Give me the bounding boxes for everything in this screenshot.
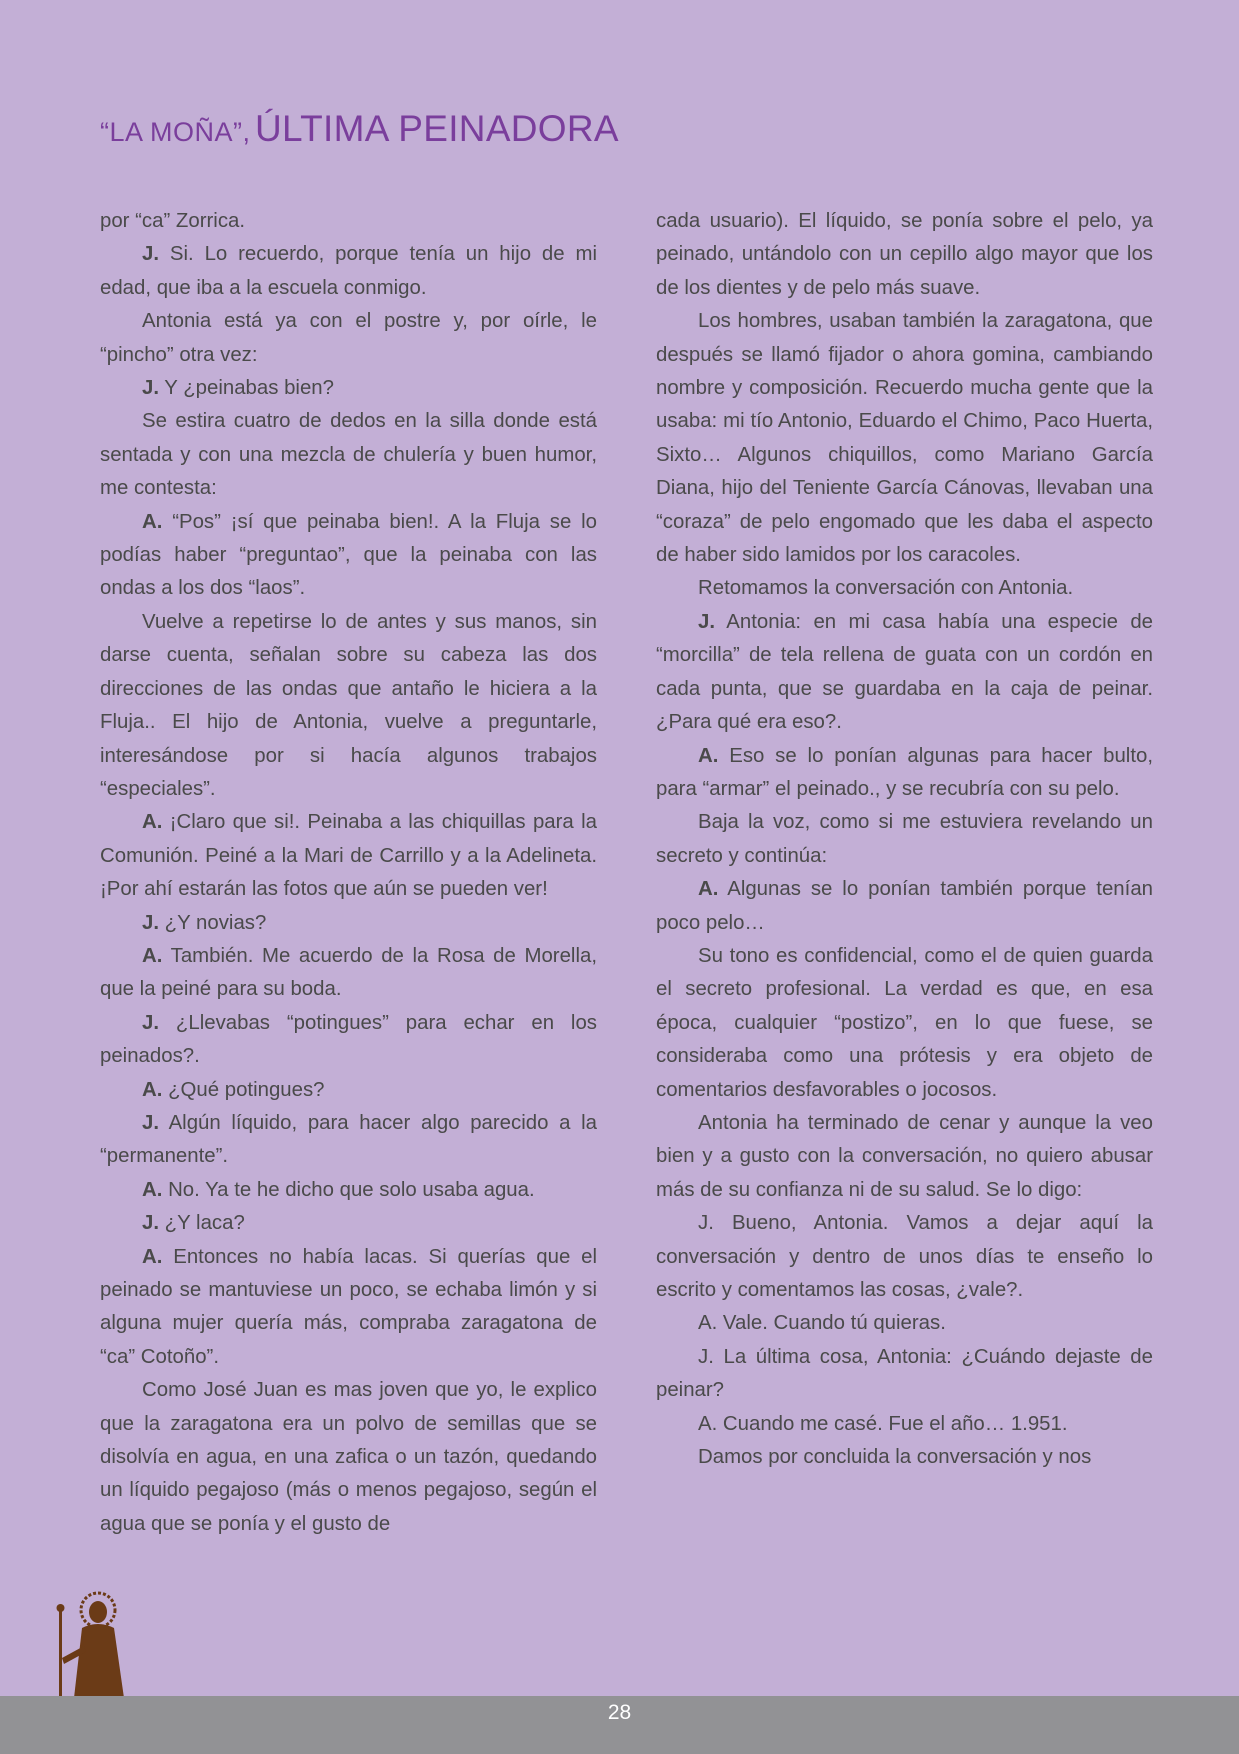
speaker-label: A. <box>142 811 163 834</box>
paragraph-text: Como José Juan es mas joven que yo, le explico que la zaragatona era un polvo de semillas que se disolvía en agua, en una zafica o un tazón, quedando un líquido pegajoso (más o menos pegajoso, según el agua que se ponía y el gusto de <box>100 1379 597 1535</box>
paragraph <box>656 806 1153 873</box>
paragraph <box>656 873 1153 940</box>
paragraph-text: También. Me acuerdo de la Rosa de Morella, que la peiné para su boda. <box>100 944 597 1001</box>
paragraph <box>656 1408 1153 1441</box>
speaker-label: J. <box>142 1011 160 1034</box>
paragraph <box>100 1174 597 1207</box>
speaker-label: J. <box>142 1212 160 1235</box>
paragraph <box>100 1074 597 1107</box>
page-title <box>100 108 619 150</box>
speaker-label: A. <box>698 878 719 901</box>
paragraph-text: ¿Y novias? <box>159 911 267 934</box>
paragraph <box>656 572 1153 605</box>
paragraph <box>100 907 597 940</box>
paragraph-text: cada usuario). El líquido, se ponía sobre el pelo, ya peinado, untándolo con un cepillo algo mayor que los de los dientes y de pelo más suave. <box>656 210 1153 299</box>
paragraph <box>100 606 597 806</box>
paragraph <box>100 1007 597 1074</box>
paragraph <box>100 1207 597 1240</box>
right-column <box>656 205 1153 1474</box>
paragraph <box>656 205 1153 305</box>
paragraph <box>100 405 597 505</box>
paragraph-text: por “ca” Zorrica. <box>100 210 246 232</box>
speaker-label: A. <box>142 510 163 533</box>
paragraph <box>100 806 597 906</box>
speaker-label: J. <box>142 911 160 934</box>
speaker-label: A. <box>698 744 719 767</box>
paragraph <box>100 305 597 372</box>
paragraph <box>656 1307 1153 1340</box>
paragraph-text: Antonia: en mi casa había una especie de “morcilla” de tela rellena de guata con un cordón en cada punta, que se guardaba en la caja de peinar. ¿Para qué era eso?. <box>656 610 1153 734</box>
paragraph <box>100 1374 597 1541</box>
paragraph-text: J. Bueno, Antonia. Vamos a dejar aquí la conversación y dentro de unos días te enseño lo escrito y comentamos las cosas, ¿vale?. <box>656 1212 1153 1301</box>
paragraph <box>100 1107 597 1174</box>
paragraph-text: Y ¿peinabas bien? <box>159 377 334 400</box>
paragraph-text: Antonia está ya con el postre y, por oírle, le “pincho” otra vez: <box>100 310 597 366</box>
paragraph-text: Eso se lo ponían algunas para hacer bulto, para “armar” el peinado., y se recubría con su pelo. <box>656 744 1153 800</box>
paragraph-text: Baja la voz, como si me estuviera revelando un secreto y continúa: <box>656 811 1153 867</box>
title-main: ÚLTIMA PEINADORA <box>254 108 619 149</box>
left-column <box>100 205 597 1541</box>
paragraph <box>656 1107 1153 1207</box>
saint-emblem-icon <box>52 1588 132 1698</box>
paragraph <box>656 305 1153 572</box>
paragraph <box>100 205 597 238</box>
paragraph <box>100 372 597 405</box>
paragraph-text: Entonces no había lacas. Si querías que el peinado se mantuviese un poco, se echaba limón y si alguna mujer quería más, compraba zaragatona de “ca” Cotoño”. <box>100 1245 597 1368</box>
paragraph <box>100 238 597 305</box>
paragraph <box>100 1241 597 1375</box>
page-number: 28 <box>607 1701 632 1724</box>
speaker-label: A. <box>142 1078 163 1101</box>
paragraph <box>656 1341 1153 1408</box>
paragraph <box>656 740 1153 807</box>
speaker-label: A. <box>142 1178 163 1201</box>
paragraph-text: Los hombres, usaban también la zaragatona, que después se llamó fijador o ahora gomina, cambiando nombre y composición. Recuerdo mucha gente que la usaba: mi tío Antonio, Eduardo el Chimo, Paco Huerta, Sixto… Algunos chiquillos, como Mariano García Diana, hijo del Teniente García Cánovas, llevaban una “coraza” de pelo engomado que les daba el aspecto de haber sido lamidos por los caracoles. <box>656 310 1153 567</box>
paragraph-text: ¿Y laca? <box>159 1212 245 1235</box>
paragraph <box>656 606 1153 740</box>
paragraph-text: Retomamos la conversación con Antonia. <box>698 577 1074 600</box>
speaker-label: A. <box>142 944 163 967</box>
paragraph-text: A. Vale. Cuando tú quieras. <box>698 1312 946 1335</box>
paragraph-text: Se estira cuatro de dedos en la silla donde está sentada y con una mezcla de chulería y buen humor, me contesta: <box>100 410 597 500</box>
paragraph-text: ¿Qué potingues? <box>162 1078 325 1101</box>
paragraph-text: ¡Claro que si!. Peinaba a las chiquillas para la Comunión. Peiné a la Mari de Carrillo y a la Adelineta. ¡Por ahí estarán las fotos que aún se pueden ver! <box>100 811 597 901</box>
paragraph-text: ¿Llevabas “potingues” para echar en los peinados?. <box>100 1011 597 1068</box>
speaker-label: A. <box>142 1245 163 1268</box>
paragraph-text: Algún líquido, para hacer algo parecido a la “permanente”. <box>100 1111 597 1168</box>
speaker-label: J. <box>142 1111 160 1134</box>
paragraph-text: A. Cuando me casé. Fue el año… 1.951. <box>698 1412 1068 1435</box>
paragraph <box>100 940 597 1007</box>
paragraph-text: Antonia ha terminado de cenar y aunque la veo bien y a gusto con la conversación, no quiero abusar más de su confianza ni de su salud. Se lo digo: <box>656 1111 1153 1201</box>
paragraph-text: Su tono es confidencial, como el de quien guarda el secreto profesional. La verdad es que, en esa época, cualquier “postizo”, en lo que fuese, se consideraba como una prótesis y era objeto de comentarios desfavorables o jocosos. <box>656 944 1153 1101</box>
paragraph <box>656 940 1153 1107</box>
paragraph-text: “Pos” ¡sí que peinaba bien!. A la Fluja se lo podías haber “preguntao”, que la peinaba con las ondas a los dos “laos”. <box>100 510 597 600</box>
paragraph <box>656 1441 1153 1474</box>
paragraph-text: No. Ya te he dicho que solo usaba agua. <box>162 1178 535 1201</box>
speaker-label: J. <box>142 243 160 266</box>
speaker-label: J. <box>698 610 716 633</box>
speaker-label: J. <box>142 377 160 400</box>
paragraph-text: J. La última cosa, Antonia: ¿Cuándo dejaste de peinar? <box>656 1345 1153 1402</box>
paragraph <box>656 1207 1153 1307</box>
paragraph-text: Vuelve a repetirse lo de antes y sus manos, sin darse cuenta, señalan sobre su cabeza las dos direcciones de las ondas que antaño le hiciera a la Fluja.. El hijo de Antonia, vuelve a preguntarle, interesándose por si hacía algunos trabajos “especiales”. <box>100 610 597 800</box>
title-prefix: “LA MOÑA”, <box>100 117 251 147</box>
paragraph <box>100 506 597 606</box>
paragraph-text: Damos por concluida la conversación y nos <box>698 1446 1092 1469</box>
paragraph-text: Algunas se lo ponían también porque tenían poco pelo… <box>656 878 1153 934</box>
paragraph-text: Si. Lo recuerdo, porque tenía un hijo de mi edad, que iba a la escuela conmigo. <box>100 243 597 299</box>
